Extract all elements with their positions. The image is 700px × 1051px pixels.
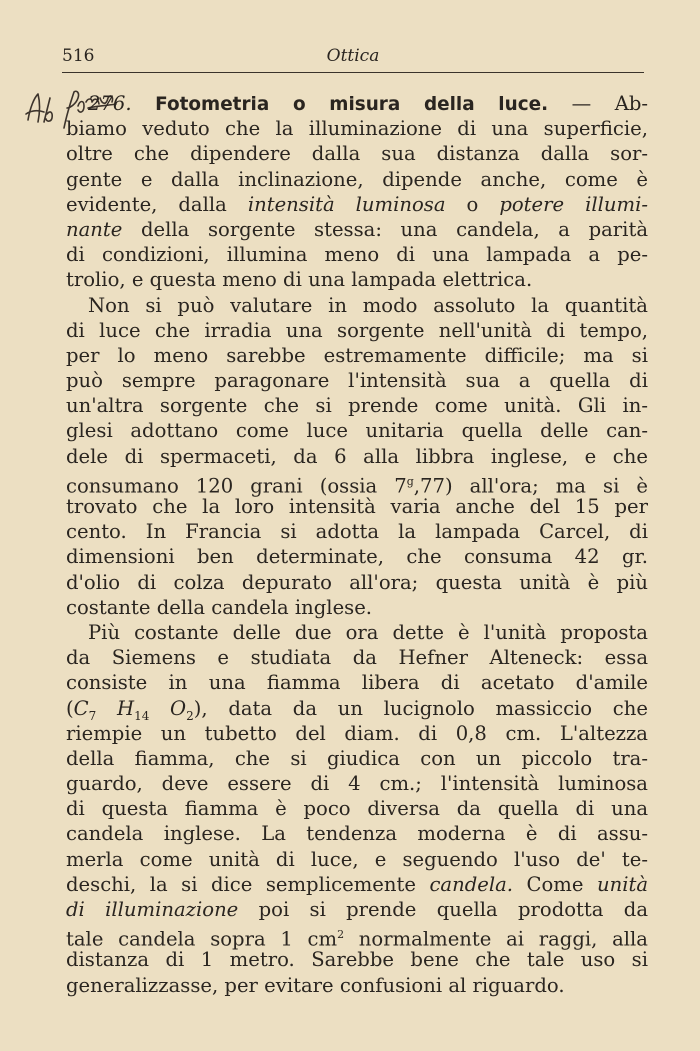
text-line [66, 872, 648, 897]
text-line [66, 897, 648, 922]
italic-term: unità [596, 872, 649, 896]
text-line: d'olio di colza depurato all'ora; questa unità è più [66, 570, 648, 594]
text-line: biamo veduto che la illuminazione di una superficie, [66, 117, 648, 141]
text-line [66, 922, 648, 951]
text-span: — Ab- [548, 92, 649, 115]
page-header [62, 46, 644, 70]
text-span: deschi, la si dice semplicemente [66, 872, 430, 896]
italic-term: candela. [429, 872, 514, 896]
text-line: trovato che la loro intensità varia anche del 15 per [66, 495, 648, 518]
text-span: ), data da un lucignolo massiccio che [193, 696, 648, 720]
paragraph [66, 293, 648, 620]
text-line: un'altra sorgente che si prende come unità. Gli in- [66, 394, 648, 418]
text-line: oltre che dipendere dalla sua distanza dalla sor- [66, 142, 648, 166]
italic-term: nante [66, 217, 123, 241]
text-line: generalizzasse, per evitare confusioni al riguardo. [66, 973, 565, 997]
text-line: di condizioni, illumina meno di una lampada a pe- [66, 243, 648, 267]
running-title: Ottica [326, 46, 380, 66]
italic-term: intensità luminosa [247, 192, 446, 216]
text-line [66, 217, 648, 242]
text-line: può sempre paragonare l'intensità sua a quella di [66, 369, 648, 393]
text-span: della sorgente stessa: una candela, a parità [122, 217, 648, 241]
text-span: ,77) all'ora; ma si è [413, 474, 648, 498]
text-span: tale candela sopra 1 cm [66, 927, 338, 951]
text-line: dele di spermaceti, da 6 alla libbra inglese, e che [66, 444, 648, 468]
superscript: 2 [337, 928, 345, 942]
text-span: Come [513, 872, 597, 896]
text-line: merla come unità di luce, e seguendo l'uso de' te- [66, 847, 648, 871]
text-line: consiste in una fiamma libera di acetato d'amile [66, 671, 648, 695]
italic-term: di illuminazione [66, 898, 239, 921]
text-line: cento. In Francia si adotta la lampada Carcel, di [66, 520, 648, 544]
superscript: g [406, 474, 414, 488]
text-line: di luce che irradia una sorgente nell'unità di tempo, [66, 318, 648, 342]
text-line [66, 192, 648, 217]
text-span: evidente, dalla [66, 192, 248, 216]
text-line: dimensioni ben determinate, che consuma 42 gr. [66, 545, 648, 569]
text-line: candela inglese. La tendenza moderna è di assu- [66, 822, 648, 846]
formula-element: O [170, 696, 187, 720]
text-line: costante della candela inglese. [66, 595, 373, 619]
section-title: Fotometria o misura della luce. [155, 94, 549, 115]
body-text [66, 91, 648, 998]
text-line: della fiamma, che si giudica con un piccolo tra- [66, 746, 648, 770]
text-span: o [445, 192, 500, 216]
text-line: di questa fiamma è poco diversa da quella di una [66, 797, 648, 821]
text-line: Non si può valutare in modo assoluto la quantità [88, 293, 648, 317]
formula-element: H [116, 696, 135, 720]
subscript: 14 [134, 708, 150, 723]
header-rule [62, 72, 644, 73]
formula-element: C [73, 696, 89, 720]
text-line: trolio, e questa meno di una lampada elettrica. [66, 268, 533, 292]
subscript: 7 [88, 708, 97, 723]
text-line: gente e dalla inclinazione, dipende anche, come è [66, 167, 648, 191]
paragraph [66, 91, 648, 293]
text-line: Più costante delle due ora dette è l'unità proposta [88, 620, 648, 644]
text-line [66, 91, 648, 116]
text-span: normalmente ai raggi, alla [344, 927, 648, 951]
italic-term: potere illumi- [499, 192, 648, 216]
text-line: riempie un tubetto del diam. di 0,8 cm. L'altezza [66, 721, 648, 745]
text-span: poi si prende quella prodotta da [238, 898, 648, 921]
text-line: distanza di 1 metro. Sarebbe bene che tale uso si [66, 948, 648, 972]
text-line: per lo meno sarebbe estremamente difficile; ma si [66, 343, 648, 367]
text-span: consumano 120 grani (ossia 7 [66, 474, 407, 498]
text-line: da Siemens e studiata da Hefner Alteneck: essa [66, 646, 648, 670]
text-line: glesi adottano come luce unitaria quella delle can- [66, 419, 648, 443]
section-number: 276. [88, 92, 132, 115]
text-line [66, 469, 648, 498]
text-line: ($C_7$ $H_{14}$ $O_2$), data da un lucignolo massiccio che [66, 696, 648, 723]
page-number: 516 [62, 46, 95, 66]
paragraph [66, 620, 648, 998]
subscript: 2 [186, 708, 194, 723]
text-line: guardo, deve essere di 4 cm.; l'intensità luminosa [66, 772, 648, 796]
